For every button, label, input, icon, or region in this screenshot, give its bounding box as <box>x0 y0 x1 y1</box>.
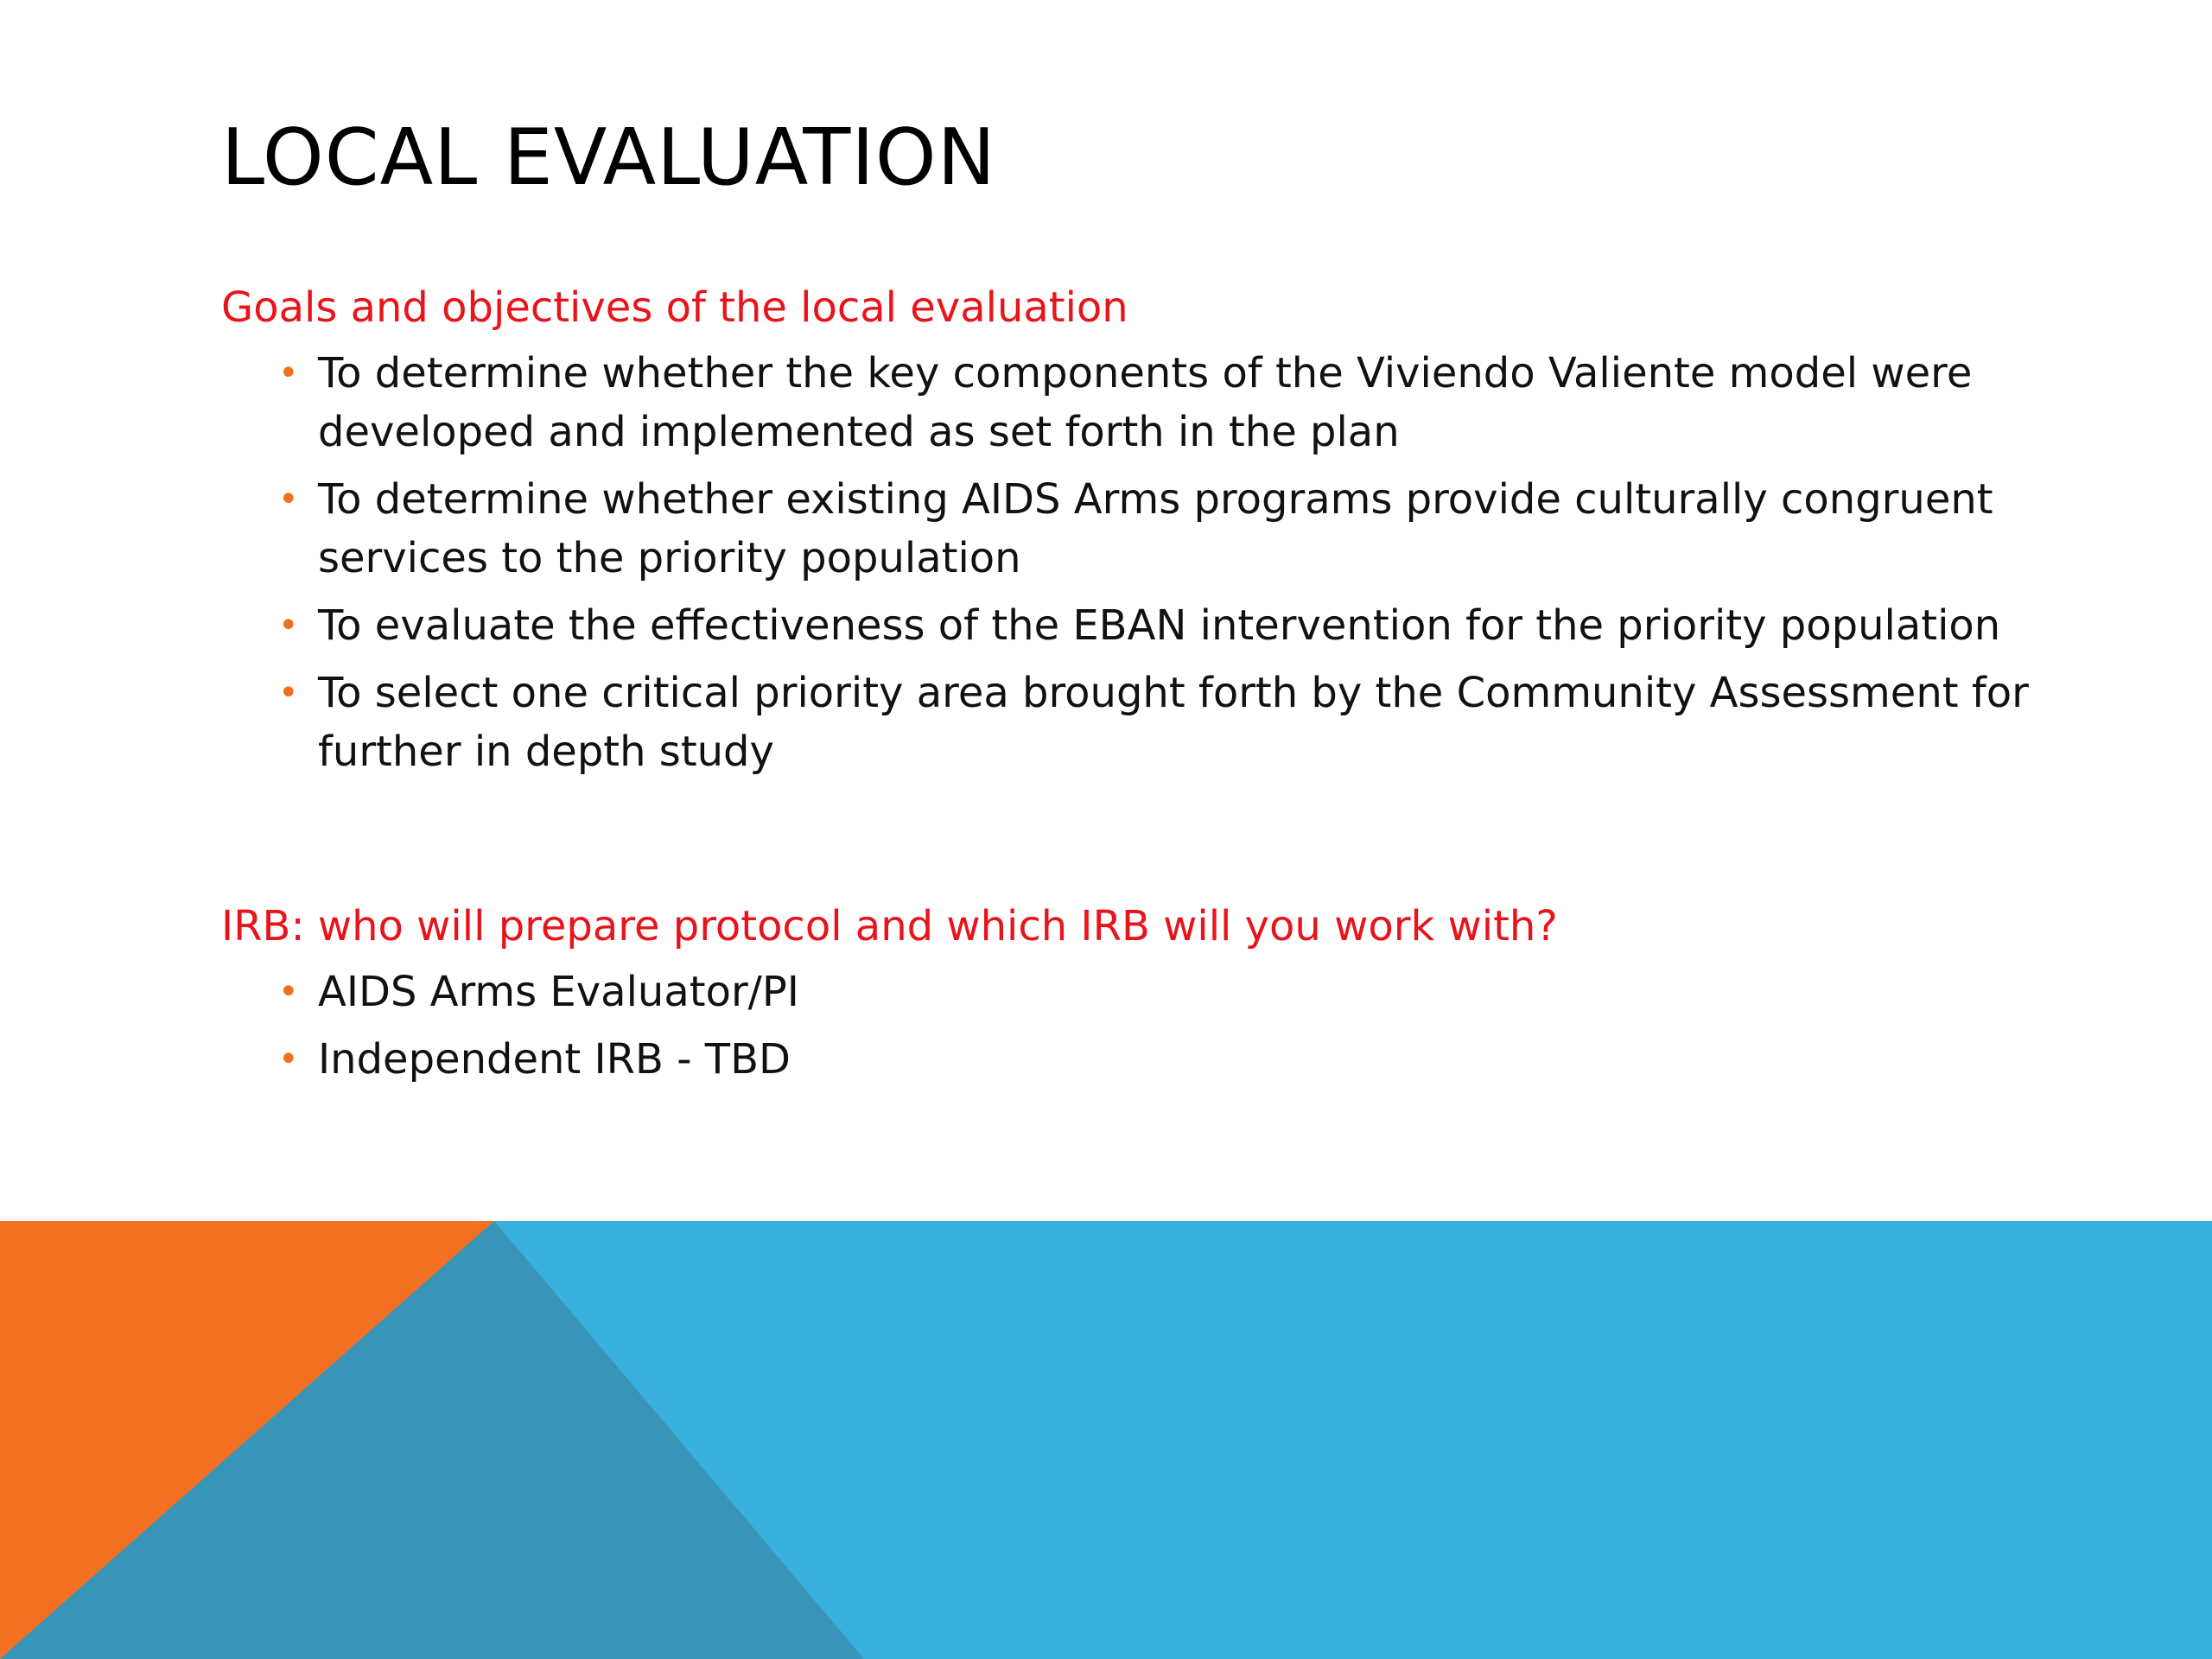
goals-heading: Goals and objectives of the local evaluation <box>221 283 1128 332</box>
irb-list <box>221 963 2036 1089</box>
list-item <box>221 664 2036 781</box>
goal-text: To determine whether existing AIDS Arms programs provide culturally congruent services to the priority population <box>318 475 1993 582</box>
list-item <box>221 1030 2036 1089</box>
list-item <box>221 344 2036 461</box>
irb-section <box>221 897 2036 1097</box>
bullet-icon: • <box>278 480 299 519</box>
list-item <box>221 963 2036 1021</box>
list-item <box>221 470 2036 588</box>
bullet-icon: • <box>278 673 299 713</box>
goals-list <box>221 344 2036 781</box>
irb-heading: IRB: who will prepare protocol and which IRB will you work with? <box>221 902 1558 950</box>
irb-text: Independent IRB - TBD <box>318 1035 791 1084</box>
bullet-icon: • <box>278 353 299 393</box>
goal-text: To determine whether the key components of the Viviendo Valiente model were developed and implemented as set forth in the plan <box>318 349 1973 456</box>
bullet-icon: • <box>278 606 299 645</box>
list-item <box>221 596 2036 655</box>
bullet-icon: • <box>278 972 299 1012</box>
decorative-shapes <box>0 1221 2212 1659</box>
irb-text: AIDS Arms Evaluator/PI <box>318 968 799 1016</box>
slide-title: LOCAL EVALUATION <box>221 112 996 203</box>
bullet-icon: • <box>278 1039 299 1079</box>
goals-section <box>221 278 2036 790</box>
goal-text: To evaluate the effectiveness of the EBAN intervention for the priority population <box>318 601 2001 650</box>
goal-text: To select one critical priority area brought forth by the Community Assessment for further in depth study <box>318 669 2029 776</box>
